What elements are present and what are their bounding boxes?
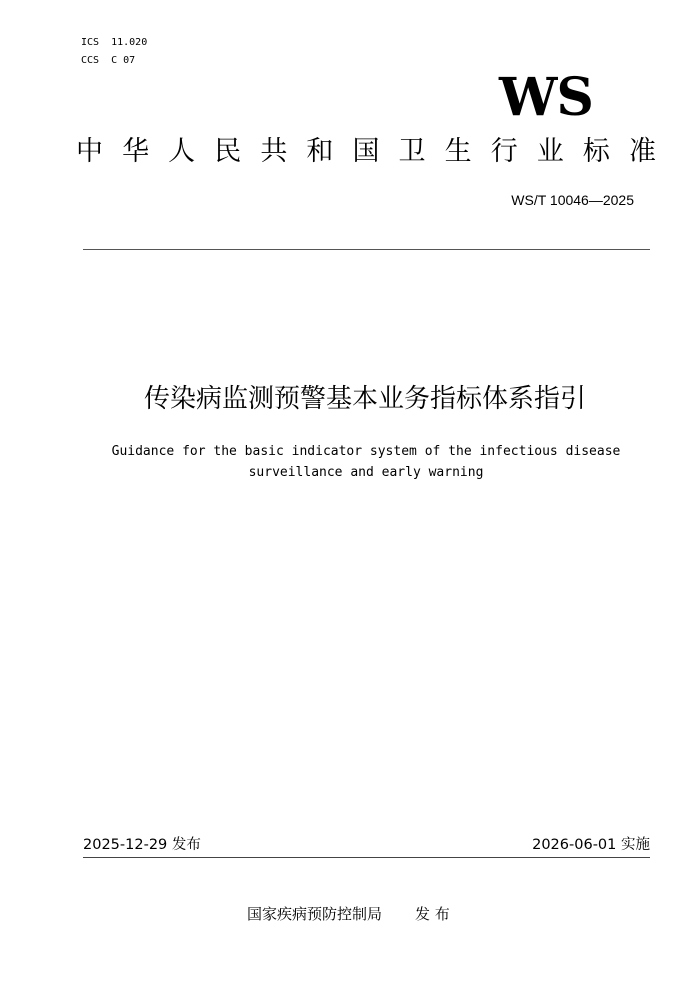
implementation-date: 2026-06-01 实施 — [532, 837, 650, 853]
standard-type-char: 中 — [76, 136, 103, 167]
standard-type-char: 华 — [122, 136, 150, 167]
ics-code: ICS 11.020 — [81, 37, 148, 48]
issuing-authority: 国家疾病预防控制局 — [247, 905, 383, 923]
dates-row — [83, 834, 650, 856]
standard-type-char: 人 — [168, 136, 196, 167]
standard-type-char: 业 — [536, 136, 564, 167]
standard-type-char: 生 — [444, 136, 472, 167]
english-title-line-1: Guidance for the basic indicator system of the infectious disease — [111, 444, 621, 459]
standard-type-char: 共 — [260, 136, 288, 167]
publish-date: 2025-12-29 发布 — [83, 837, 201, 853]
top-divider — [83, 249, 650, 250]
standard-type-char: 国 — [352, 136, 380, 167]
english-title-line-2: surveillance and early warning — [248, 465, 484, 480]
issue-action: 发 布 — [415, 905, 450, 923]
standard-type-char: 卫 — [398, 136, 426, 167]
standard-type-char: 民 — [214, 136, 242, 167]
standard-type-char: 标 — [582, 136, 610, 167]
standard-type-char: 准 — [628, 136, 656, 167]
document-title-english — [0, 441, 700, 483]
standard-type-heading — [76, 132, 656, 172]
standard-number: WS/T 10046—2025 — [511, 192, 634, 208]
ws-logo: WS — [499, 67, 593, 128]
classification-codes — [81, 34, 147, 70]
ccs-code: CCS C 07 — [81, 55, 136, 66]
bottom-divider — [83, 857, 650, 858]
document-title-chinese: 传染病监测预警基本业务指标体系指引 — [143, 384, 586, 414]
standard-type-char: 和 — [306, 136, 334, 167]
issuer-line — [247, 903, 450, 925]
standard-type-char: 行 — [490, 136, 518, 167]
